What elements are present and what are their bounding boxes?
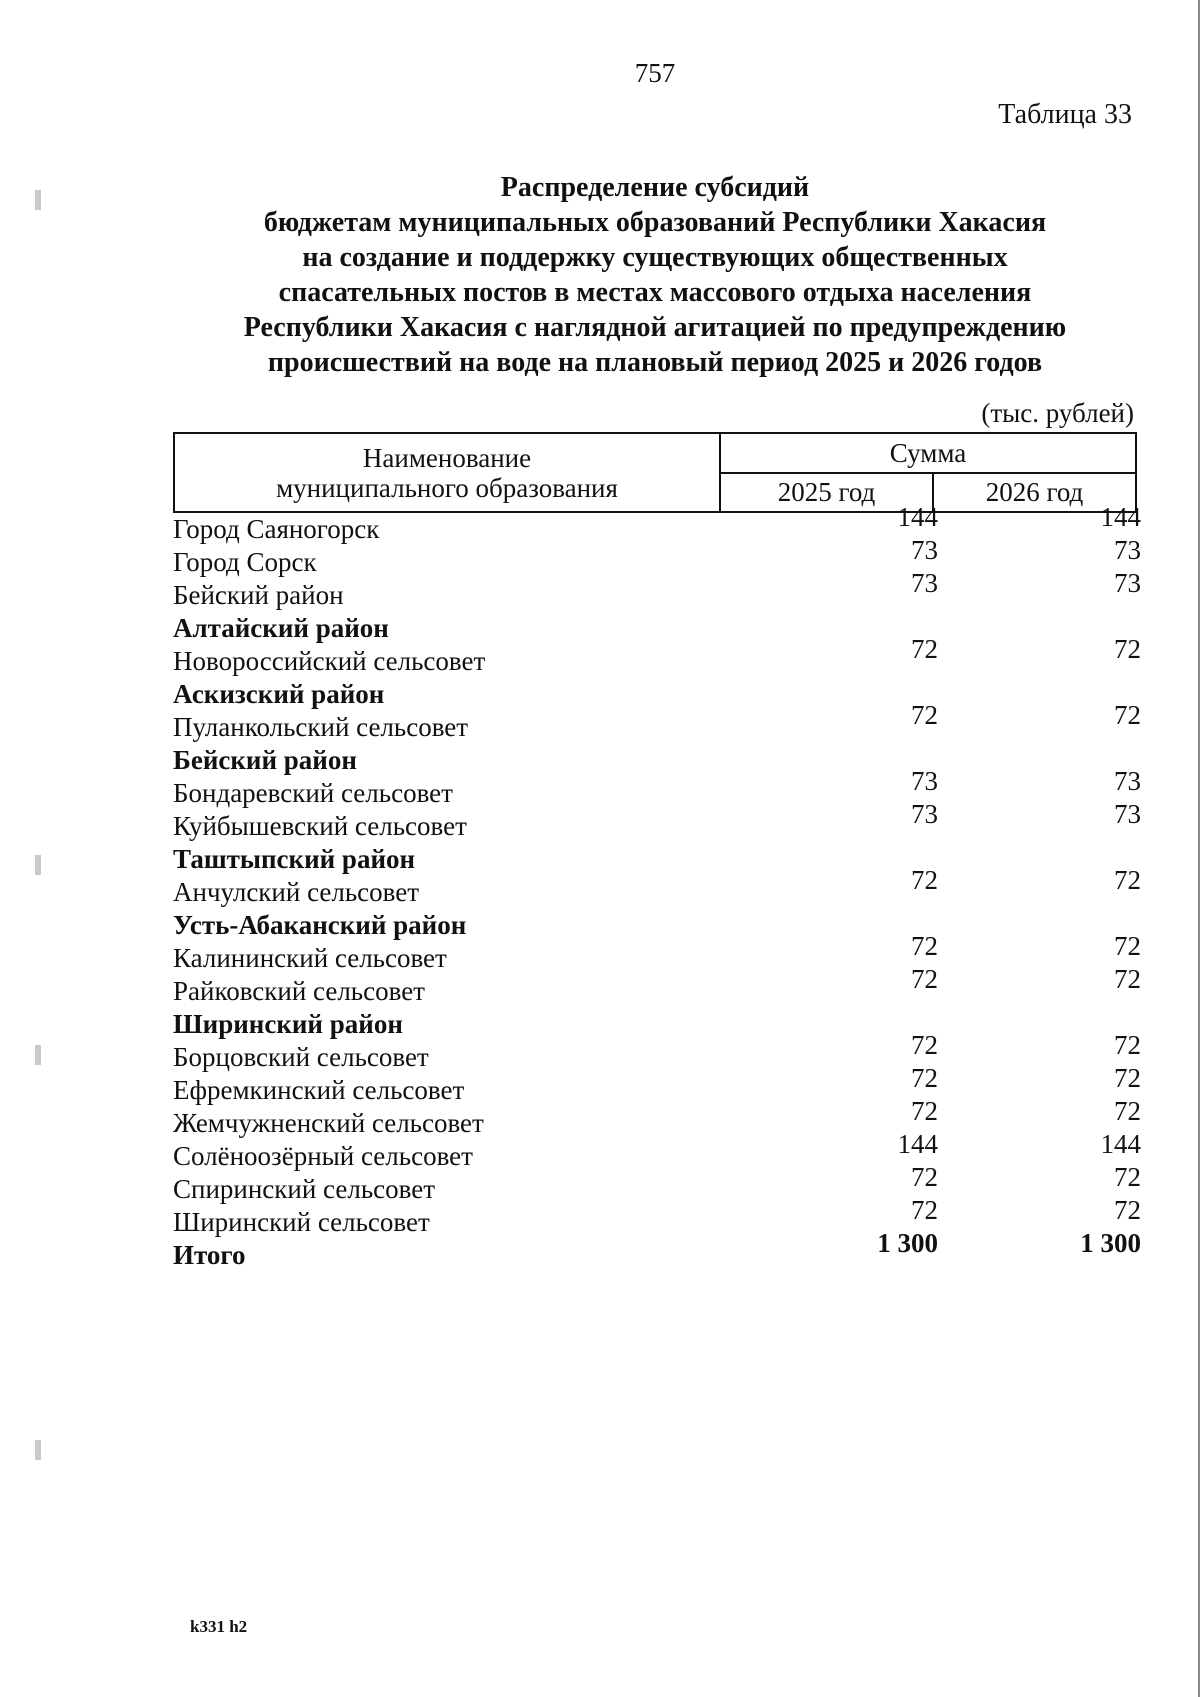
row-name-cell [173, 909, 718, 975]
row-name-cell [173, 513, 718, 546]
municipality-name: Новороссийский сельсовет [173, 646, 486, 676]
value-2025: 144 [897, 1129, 938, 1159]
value-2025: 73 [911, 766, 938, 796]
municipality-name: Бондаревский сельсовет [173, 778, 453, 808]
value-2026: 72 [1114, 931, 1141, 961]
table-row [173, 568, 1141, 612]
title-line: происшествий на воде на плановый период 2025 и 2026 годов [267, 347, 1043, 378]
row-name-cell [173, 1008, 718, 1074]
value-2025: 73 [911, 799, 938, 829]
header-year-2026: 2026 год [933, 473, 1136, 513]
value-2025: 72 [911, 931, 938, 961]
table-label: Таблица 33 [998, 99, 1132, 130]
row-name-cell [173, 975, 718, 1008]
value-2025: 72 [911, 634, 938, 664]
municipality-name: Город Сорск [173, 547, 317, 577]
total-row [173, 1228, 1141, 1272]
value-2025: 72 [911, 1063, 938, 1093]
table-row [173, 678, 1141, 744]
value-2026: 73 [1114, 799, 1141, 829]
row-name-cell [173, 546, 718, 579]
table-row [173, 612, 1141, 678]
header-name-line1: Наименование [362, 442, 532, 473]
district-group-label: Ширинский район [173, 1009, 403, 1039]
value-2026: 73 [1114, 535, 1141, 565]
value-2025: 72 [911, 700, 938, 730]
value-2025: 73 [911, 535, 938, 565]
scan-mark [35, 1045, 41, 1065]
value-2026: 1 300 [1080, 1228, 1141, 1258]
value-2025: 1 300 [877, 1228, 938, 1258]
row-name-cell [173, 612, 718, 678]
value-2026: 144 [1100, 1129, 1141, 1159]
page-number: 757 [634, 58, 676, 88]
row-name-cell [173, 1239, 718, 1272]
municipality-name: Бейский район [173, 580, 344, 610]
value-2026: 73 [1114, 568, 1141, 598]
value-2026: 72 [1114, 964, 1141, 994]
table-row [173, 964, 1141, 1008]
row-name-cell [173, 1107, 718, 1140]
table-body [173, 502, 1141, 1272]
municipality-name: Калининский сельсовет [173, 943, 447, 973]
value-2026: 72 [1114, 1030, 1141, 1060]
value-2026: 72 [1114, 1195, 1141, 1225]
header-year-2025: 2025 год [720, 473, 933, 513]
municipality-name: Солёноозёрный сельсовет [173, 1141, 473, 1171]
row-name-cell [173, 1173, 718, 1206]
row-name-cell [173, 579, 718, 612]
value-2026: 144 [1100, 502, 1141, 532]
row-name-cell [173, 1140, 718, 1173]
district-group-label: Аскизский район [173, 679, 385, 709]
value-2025: 72 [911, 1030, 938, 1060]
value-2026: 72 [1114, 1096, 1141, 1126]
municipality-name: Ширинский сельсовет [173, 1207, 430, 1237]
value-2025: 72 [911, 1195, 938, 1225]
value-2026: 72 [1114, 865, 1141, 895]
municipality-name: Жемчужненский сельсовет [173, 1108, 484, 1138]
municipality-name: Куйбышевский сельсовет [173, 811, 467, 841]
value-2026: 72 [1114, 700, 1141, 730]
header-name-cell [174, 433, 720, 512]
value-2025: 72 [911, 865, 938, 895]
row-name-cell [173, 1206, 718, 1239]
scan-mark [35, 190, 41, 210]
municipality-name: Райковский сельсовет [173, 976, 425, 1006]
row-name-cell [173, 744, 718, 810]
district-group-label: Таштыпский район [173, 844, 416, 874]
district-group-label: Алтайский район [173, 613, 389, 643]
scan-mark [35, 855, 41, 875]
table-row [173, 799, 1141, 843]
municipality-name: Борцовский сельсовет [173, 1042, 429, 1072]
title-line: Распределение субсидий [500, 172, 810, 203]
title-line: спасательных постов в местах массового отдыха населения [278, 277, 1032, 308]
district-group-label: Усть-Абаканский район [173, 910, 467, 940]
row-name-cell [173, 1074, 718, 1107]
value-2026: 72 [1114, 1063, 1141, 1093]
value-2026: 72 [1114, 634, 1141, 664]
header-sum-cell: Сумма [720, 433, 1136, 473]
row-name-cell [173, 843, 718, 909]
value-2026: 72 [1114, 1162, 1141, 1192]
document-title [200, 170, 1110, 380]
value-2025: 73 [911, 568, 938, 598]
value-2025: 72 [911, 1162, 938, 1192]
title-line: бюджетам муниципальных образований Республики Хакасия [263, 207, 1047, 238]
district-group-label: Бейский район [173, 745, 357, 775]
table-row [173, 843, 1141, 909]
value-2025: 72 [911, 964, 938, 994]
municipality-name: Анчулский сельсовет [173, 877, 420, 907]
value-2026: 73 [1114, 766, 1141, 796]
value-2025: 144 [897, 502, 938, 532]
units-label: (тыс. рублей) [981, 398, 1134, 428]
scan-mark [35, 1440, 41, 1460]
municipality-name: Спиринский сельсовет [173, 1174, 435, 1204]
title-line: Республики Хакасия с наглядной агитацией по предупреждению [243, 312, 1067, 343]
header-name-line2: муниципального образования [276, 472, 618, 503]
municipality-name: Пуланкольский сельсовет [173, 712, 469, 742]
value-2025: 72 [911, 1096, 938, 1126]
municipality-name: Ефремкинский сельсовет [173, 1075, 465, 1105]
row-name-cell [173, 810, 718, 843]
municipality-name: Город Саяногорск [173, 514, 380, 544]
row-name-cell [173, 678, 718, 744]
footer-code: k331 h2 [190, 1617, 248, 1636]
total-label: Итого [173, 1240, 246, 1270]
title-line: на создание и поддержку существующих общественных [302, 242, 1008, 273]
